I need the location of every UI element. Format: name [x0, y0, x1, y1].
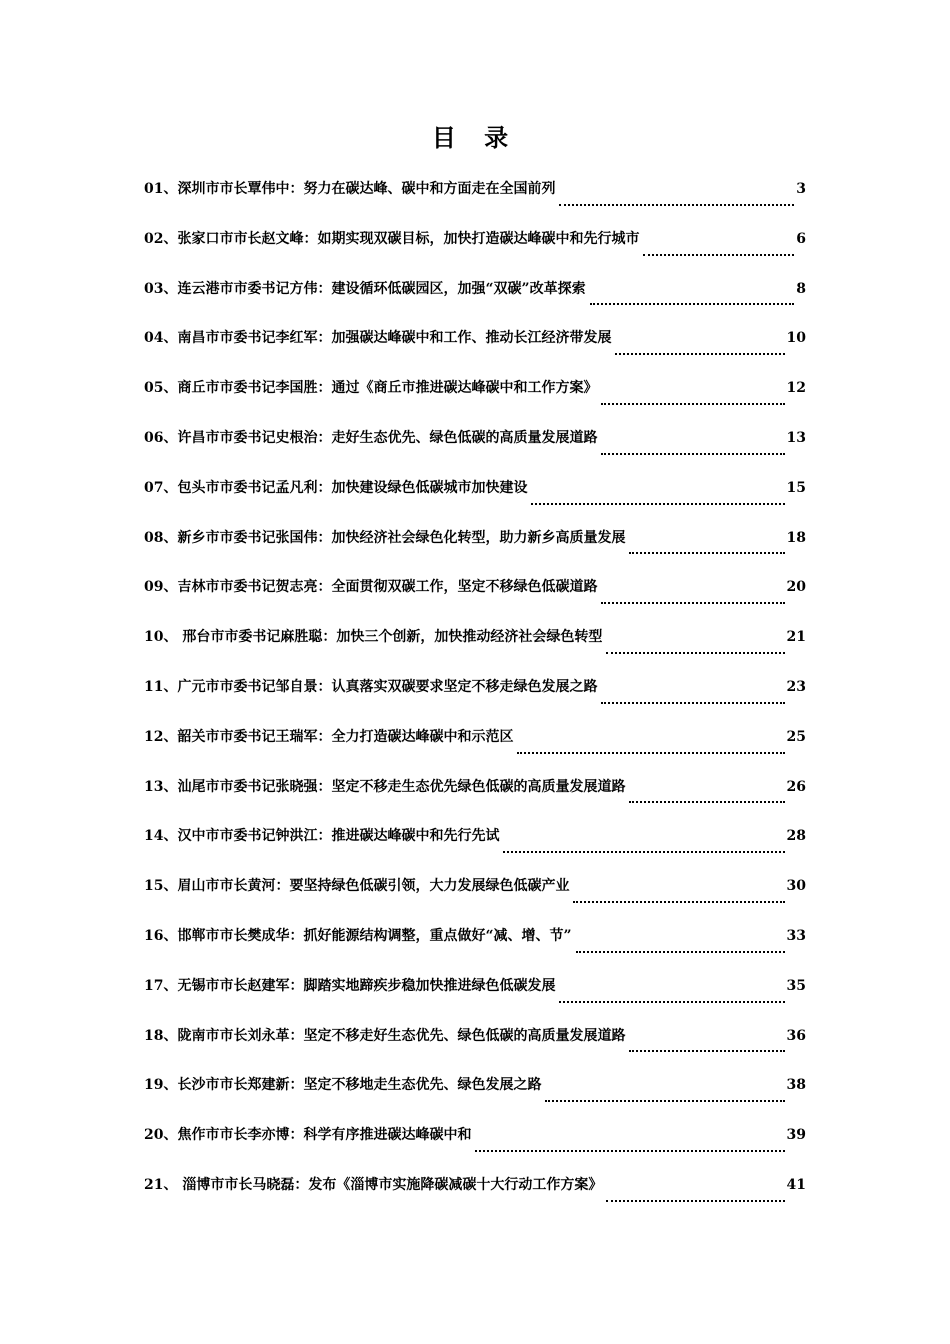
toc-entry-page: 25 [786, 728, 806, 745]
toc-leader-dots [601, 592, 784, 606]
toc-entry[interactable] [144, 674, 806, 724]
toc-entry[interactable] [144, 325, 806, 375]
toc-entry[interactable] [144, 1122, 806, 1172]
toc-entry-page: 3 [796, 181, 806, 197]
toc-entry[interactable] [144, 724, 806, 774]
toc-entry-page: 33 [786, 927, 806, 944]
toc-entry-page: 36 [786, 1027, 806, 1044]
toc-leader-dots [629, 791, 784, 805]
toc-leader-dots [606, 1190, 784, 1204]
toc-entry-text: 01、深圳市市长覃伟中：努力在碳达峰、碳中和方面走在全国前列 [144, 181, 556, 197]
toc-entry[interactable] [144, 276, 806, 326]
toc-entry-text: 11、广元市市委书记邹自景：认真落实双碳要求坚定不移走绿色发展之路 [144, 678, 598, 695]
toc-entry-page: 20 [786, 579, 806, 596]
toc-entry-page: 10 [786, 330, 806, 347]
toc-leader-dots [517, 742, 784, 756]
toc-entry-text: 04、南昌市市委书记李红军：加强碳达峰碳中和工作、推动长江经济带发展 [144, 330, 612, 347]
toc-entry[interactable] [144, 1172, 806, 1222]
toc-entry-text: 16、邯郸市市长樊成华：抓好能源结构调整，重点做好“减、增、节” [144, 927, 572, 944]
toc-leader-dots [559, 991, 784, 1005]
toc-entry[interactable] [144, 823, 806, 873]
toc-entry-page: 13 [786, 429, 806, 446]
toc-entry-text: 08、新乡市市委书记张国伟：加快经济社会绿色化转型，助力新乡高质量发展 [144, 529, 626, 546]
toc-entry-text: 15、眉山市市长黄河：要坚持绿色低碳引领，大力发展绿色低碳产业 [144, 878, 570, 895]
toc-entry-text: 05、商丘市市委书记李国胜：通过《商丘市推进碳达峰碳中和工作方案》 [144, 380, 598, 397]
toc-leader-dots [576, 941, 785, 955]
toc-entry-page: 35 [786, 977, 806, 994]
toc-entry-text: 02、张家口市市长赵文峰：如期实现双碳目标，加快打造碳达峰碳中和先行城市 [144, 230, 640, 247]
toc-entry-text: 10、 邢台市市委书记麻胜聪：加快三个创新，加快推动经济社会绿色转型 [144, 629, 603, 646]
toc-entry-text: 17、无锡市市长赵建军：脚踏实地蹄疾步稳加快推进绿色低碳发展 [144, 977, 556, 994]
toc-list [144, 176, 806, 1222]
toc-entry[interactable] [144, 425, 806, 475]
toc-leader-dots [601, 692, 784, 706]
toc-entry[interactable] [144, 574, 806, 624]
toc-entry-text: 09、吉林市市委书记贺志亮：全面贯彻双碳工作，坚定不移绿色低碳道路 [144, 579, 598, 596]
toc-entry-text: 14、汉中市市委书记钟洪江：推进碳达峰碳中和先行先试 [144, 828, 500, 845]
toc-leader-dots [643, 244, 794, 258]
toc-leader-dots [601, 443, 784, 457]
toc-leader-dots [475, 1140, 784, 1154]
toc-entry-page: 18 [786, 529, 806, 546]
toc-entry-page: 21 [786, 629, 806, 646]
toc-entry-page: 39 [786, 1127, 806, 1144]
toc-entry[interactable] [144, 1023, 806, 1073]
toc-entry[interactable] [144, 1072, 806, 1122]
toc-leader-dots [629, 1040, 784, 1054]
toc-entry-page: 15 [786, 479, 806, 496]
toc-entry-text: 19、长沙市市长郑建新：坚定不移地走生态优先、绿色发展之路 [144, 1077, 542, 1094]
toc-leader-dots [615, 343, 784, 357]
toc-entry-text: 06、许昌市市委书记史根治：走好生态优先、绿色低碳的高质量发展道路 [144, 429, 598, 446]
toc-entry-page: 41 [786, 1176, 806, 1193]
toc-entry-text: 03、连云港市市委书记方伟：建设循环低碳园区，加强“双碳”改革探索 [144, 280, 586, 297]
toc-entry-page: 8 [796, 280, 806, 297]
toc-entry-page: 6 [796, 230, 806, 247]
toc-entry-page: 23 [786, 678, 806, 695]
toc-entry[interactable] [144, 475, 806, 525]
toc-leader-dots [590, 293, 795, 307]
toc-leader-dots [559, 194, 794, 208]
toc-entry-page: 28 [786, 828, 806, 845]
toc-entry-text: 21、 淄博市市长马晓磊：发布《淄博市实施降碳减碳十大行动工作方案》 [144, 1176, 603, 1193]
toc-leader-dots [629, 542, 784, 556]
toc-entry[interactable] [144, 375, 806, 425]
toc-entry-text: 20、焦作市市长李亦博：科学有序推进碳达峰碳中和 [144, 1127, 472, 1144]
toc-leader-dots [606, 642, 784, 656]
toc-leader-dots [531, 493, 784, 507]
toc-entry[interactable] [144, 973, 806, 1023]
toc-leader-dots [573, 891, 784, 905]
toc-entry-text: 13、汕尾市市委书记张晓强：坚定不移走生态优先绿色低碳的高质量发展道路 [144, 778, 626, 795]
toc-title: 目 录 [431, 123, 519, 152]
toc-entry[interactable] [144, 226, 806, 276]
toc-entry[interactable] [144, 525, 806, 575]
toc-entry-text: 07、包头市市委书记孟凡利：加快建设绿色低碳城市加快建设 [144, 479, 528, 496]
toc-entry-page: 12 [786, 380, 806, 397]
toc-entry[interactable] [144, 923, 806, 973]
toc-entry[interactable] [144, 873, 806, 923]
toc-entry-text: 18、陇南市市长刘永革：坚定不移走好生态优先、绿色低碳的高质量发展道路 [144, 1027, 626, 1044]
toc-entry-page: 38 [786, 1077, 806, 1094]
toc-entry[interactable] [144, 624, 806, 674]
toc-entry-page: 26 [786, 778, 806, 795]
toc-entry[interactable] [144, 176, 806, 226]
toc-entry[interactable] [144, 774, 806, 824]
toc-leader-dots [601, 393, 784, 407]
toc-leader-dots [545, 1090, 784, 1104]
toc-leader-dots [503, 841, 784, 855]
toc-entry-text: 12、韶关市市委书记王瑞军：全力打造碳达峰碳中和示范区 [144, 728, 514, 745]
toc-entry-page: 30 [786, 878, 806, 895]
